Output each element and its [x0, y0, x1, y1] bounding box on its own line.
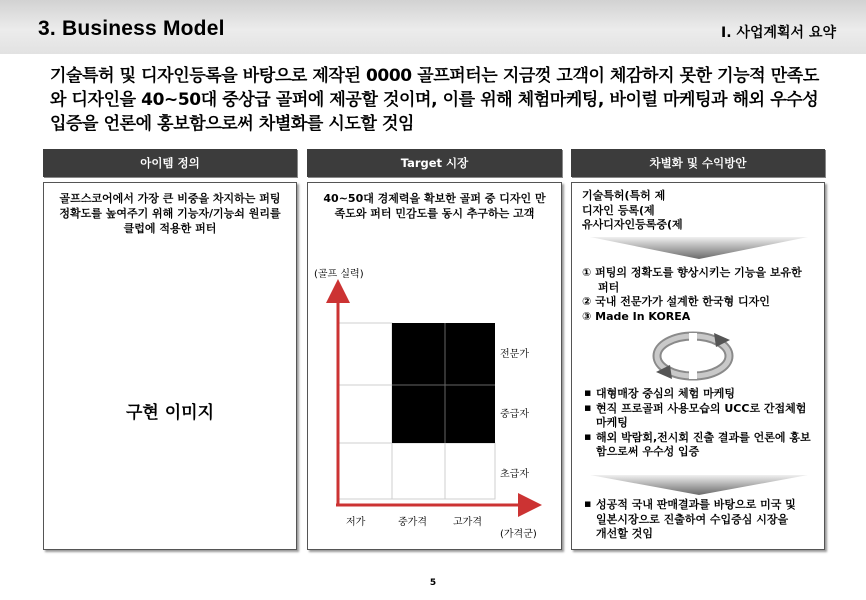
- x-axis-label: (가격군): [500, 529, 537, 540]
- feature-item: ① 퍼팅의 정확도를 향상시키는 기능을 보유한 퍼터: [582, 266, 802, 294]
- feature-item: ② 국내 전문가가 설계한 한국형 디자인: [582, 295, 770, 308]
- target-cell-high-intermediate: [445, 385, 495, 443]
- patent-item: 유사디자인등록중(제: [582, 218, 683, 231]
- y-level-expert: 전문가: [500, 349, 529, 360]
- section-label: I. 사업계획서 요약: [721, 25, 836, 41]
- page-number: 5: [429, 578, 437, 588]
- patent-item: 디자인 등록(제: [582, 203, 655, 217]
- y-axis-label: (골프 실력): [314, 269, 364, 280]
- cell-high-beginner: [445, 443, 495, 499]
- differentiation-box: [571, 182, 825, 550]
- column-heading-item-definition: 아이템 정의: [43, 149, 297, 177]
- marketing-item: ▪ 대형매장 중심의 체험 마케팅: [596, 387, 814, 402]
- cell-low-intermediate: [338, 385, 392, 443]
- cell-low-beginner: [338, 443, 392, 499]
- feature-item: ③ Made In KOREA: [582, 309, 691, 323]
- target-cell-mid-intermediate: [392, 385, 445, 443]
- cell-mid-beginner: [392, 443, 445, 499]
- y-level-intermediate: 중급자: [500, 409, 529, 420]
- marketing-item: ▪ 현직 프로골퍼 사용모습의 UCC로 간접체험 마케팅: [596, 402, 814, 431]
- patent-item: 기술특허(특허 제: [582, 189, 666, 202]
- x-level-high: 고가격: [453, 517, 482, 528]
- x-level-mid: 중가격: [398, 517, 427, 528]
- image-placeholder-label: 구현 이미지: [125, 403, 215, 423]
- outcome-list: [582, 498, 802, 542]
- item-description: 골프스코어에서 가장 큰 비중을 차지하는 퍼팅 정확도를 높여주기 위해 기능자/기능쇠 원리를 클럽에 적용한 퍼터: [59, 192, 281, 235]
- target-cell-high-expert: [445, 323, 495, 385]
- marketing-item: ▪ 해외 박람회,전시회 진출 결과를 언론에 홍보함으로써 우수성 입증: [596, 431, 814, 460]
- feature-list: [582, 266, 814, 324]
- target-cell-mid-expert: [392, 323, 445, 385]
- header-bar: [0, 0, 866, 54]
- column-heading-target-market: Target 시장: [307, 149, 562, 177]
- target-market-box: [307, 182, 562, 550]
- column-heading-differentiation: 차별화 및 수익방안: [571, 149, 825, 177]
- x-level-low: 저가: [346, 517, 366, 528]
- item-definition-box: [43, 182, 297, 550]
- target-matrix-chart: [308, 183, 561, 549]
- marketing-list: [582, 387, 814, 460]
- cycle-arrows-icon: [652, 331, 734, 381]
- target-description: 40~50대 경제력을 확보한 골퍼 중 디자인 만족도와 퍼터 민감도를 동시 추구하는 고객: [323, 192, 546, 220]
- page-title: 3. Business Model: [38, 17, 225, 40]
- cell-low-expert: [338, 323, 392, 385]
- outcome-item: ▪ 성공적 국내 판매결과를 바탕으로 미국 및 일본시장으로 진출하여 수입증심 시장을 개선할 것임: [596, 498, 802, 542]
- patent-list: [582, 189, 683, 233]
- intro-paragraph: 기술특허 및 디자인등록을 바탕으로 제작된 0000 골프퍼터는 지금껏 고객이 체감하지 못한 기능적 만족도와 디자인을 40~50대 중상급 골퍼에 제공할 것이며, 이를 위해 체험마케팅, 바이럴 마케팅과 해외 우수성 입증을 언론에 홍보함으로써 차별화를 시도할 것임: [50, 66, 819, 134]
- down-arrow-icon: [590, 475, 808, 497]
- down-arrow-icon: [590, 237, 808, 261]
- y-level-beginner: 초급자: [500, 469, 529, 480]
